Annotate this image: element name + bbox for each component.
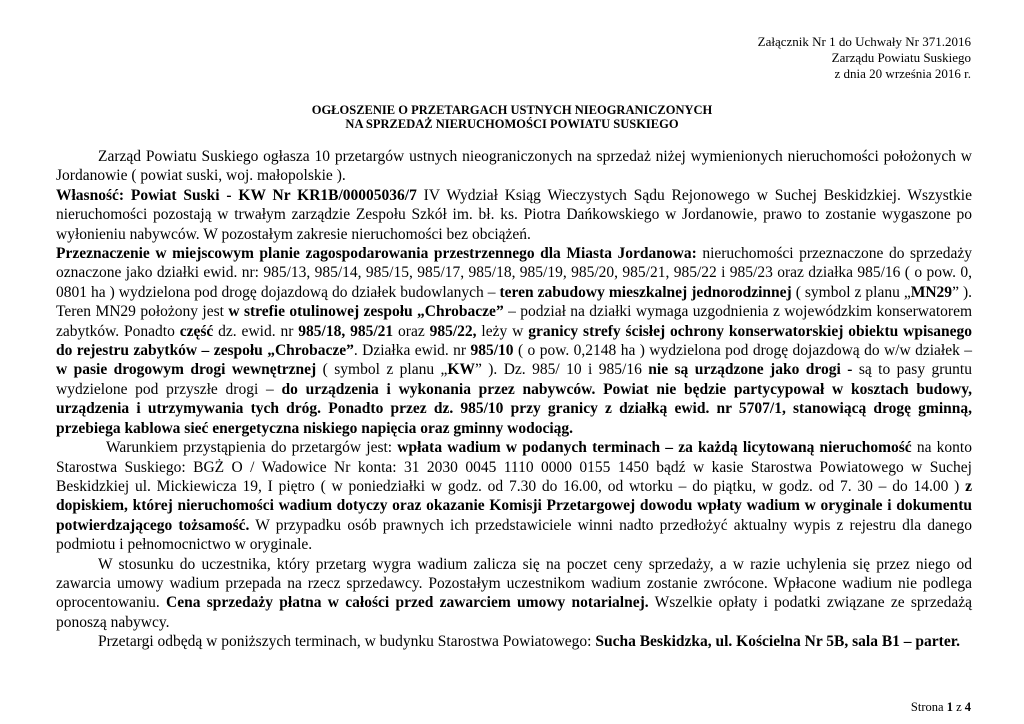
ownership-text: IV Wydział Ksiąg Wieczystych Sądu Rejonowego w Suchej Beskidzkiej. Wszystkie nieruchomości pozostają w trwałym zarządzie Zespołu Szkół im. bł. ks. Piotra Dańkowskiego w Jordanowie, prawo to zostanie wygaszone po wyłonieniu nabywców. W pozostałym zakresie nieruchomości bez obciążeń. [56, 186, 972, 243]
zoning-bold-8: 985/10 [470, 342, 514, 360]
zoning-bold-10: KW [447, 361, 475, 379]
header-resolution-line: Załącznik Nr 1 do Uchwały Nr 371.2016 [757, 34, 971, 49]
deposit-text-1: W stosunku do uczestnika, który przetarg wygra wadium zalicza się na poczet ceny sprzedaży, a w razie uchylenia się przez niego od zawarcia umowy wadium przepada na rzecz sprzedawcy. Pozostałym uczestnikom wadium zostanie zwrócone. Wpłacone wadium nie podlega oprocentowaniu. [56, 555, 972, 612]
conditions-text-2: na konto Starostwa Suskiego: BGŻ O / Wadowice Nr konta: 31 2030 0045 1110 0000 0155 1450 bądź w kasie Starostwa Powiatowego w Suchej Beskidzkiej ul. Mickiewicza 19, I piętro ( w poniedziałki w godz. od 7.30 do 16.00, od wtorku – do piątku, w godz. od 7. 30 – do 14.00 ) [56, 439, 972, 495]
zoning-bold-11: nie są urządzone jako drogi - [648, 361, 853, 379]
zoning-text-7: leży w [476, 322, 529, 340]
paragraph-ownership [56, 186, 972, 244]
zoning-text-1: nieruchomości przeznaczone do sprzedaży oznaczone jako działki ewid. nr: 985/13, 985/14, 985/15, 985/17, 985/18, 985/19, 985/20, 985/21, 985/22 i 985/23 oraz działka 985/16 ( o pow. 0, 0801 ha ) wydzielona pod drogę dojazdową do działek budowlanych – [56, 245, 972, 301]
attachment-header [758, 34, 971, 82]
paragraph-venue [56, 632, 972, 651]
page-number [911, 700, 971, 715]
title-line-2: NA SPRZEDAŻ NIERUCHOMOŚCI POWIATU SUSKIEGO [345, 117, 679, 131]
page-label: Strona [910, 700, 947, 714]
zoning-text-11: ” ). Dz. 985/ 10 i 985/16 [474, 361, 649, 379]
zoning-bold-6: 985/22, [429, 322, 477, 340]
zoning-text-12: są to pasy gruntu wydzielone pod przyszłe drogi – [56, 361, 972, 398]
zoning-text-8: . Działka ewid. nr [353, 342, 471, 360]
total-pages: 4 [964, 700, 971, 714]
header-board-line: Zarządu Powiatu Suskiego [831, 50, 971, 65]
title-line-1: OGŁOSZENIE O PRZETARGACH USTNYCH NIEOGRANICZONYCH [311, 103, 713, 117]
paragraph-deposit [56, 555, 972, 633]
current-page: 1 [946, 700, 953, 714]
zoning-bold-7: granicy strefy ścisłej ochrony konserwatorskiej obiektu wpisanego do rejestru zabytków – zespołu „Chrobacze” [56, 322, 973, 360]
venue-text: Przetargi odbędą w poniższych terminach, w budynku Starostwa Powiatowego: [98, 633, 596, 651]
zoning-bold-12: do urządzenia i wykonania przez nabywców. Powiat nie będzie partycypował w kosztach budowy, urządzenia i utrzymywania tych dróg. Ponadto przez dz. 985/10 przy granicy z działką ewid. nr 5707/1, stanowiącą drogę gminną, przebiega kablowa sieć energetyczna niskiego napięcia oraz gminny wodociąg. [56, 380, 972, 437]
paragraph-conditions [56, 438, 972, 554]
paragraph-zoning [56, 244, 972, 438]
conditions-bold-2: z dopiskiem, której nieruchomości wadium dotyczy oraz okazanie Komisji Przetargowej dowodu wpłaty wadium w oryginale i dokumentu potwierdzającego tożsamość. [56, 477, 972, 534]
deposit-bold-1: Cena sprzedaży płatna w całości przed zawarciem umowy notarialnej. [166, 594, 649, 612]
header-date-line: z dnia 20 września 2016 r. [834, 66, 971, 81]
zoning-text-9: ( o pow. 0,2148 ha ) wydzielona pod drogę dojazdową do w/w działek – [513, 342, 972, 360]
conditions-text-3: W przypadku osób prawnych ich przedstawiciele winni nadto przedłożyć aktualny wypis z rejestru dla danego podmiotu i pełnomocnictwo w oryginale. [56, 516, 973, 554]
zoning-bold-5: 985/18, 985/21 [298, 322, 394, 340]
zoning-bold-3: w strefie otulinowej zespołu „Chrobacze” [228, 303, 504, 321]
page-separator: z [952, 700, 965, 714]
zoning-text-4: – podział na działki wymaga uzgodnienia z wojewódzkim konserwatorem zabytków. Ponadto [56, 303, 973, 340]
document-body [56, 147, 972, 652]
zoning-text-2: ( symbol z planu „ [791, 283, 911, 301]
conditions-bold-1: wpłata wadium w podanych terminach – za każdą licytowaną nieruchomość [397, 439, 912, 457]
deposit-text-2: Wszelkie opłaty i podatki związane ze sprzedażą ponoszą nabywcy. [56, 594, 972, 631]
zoning-text-3: ” ). Teren MN29 położony jest [56, 283, 972, 321]
document-title [0, 103, 1024, 131]
zoning-heading: Przeznaczenie w miejscowym planie zagospodarowania przestrzennego dla Miasta Jordanowa: [56, 245, 697, 263]
zoning-text-5: dz. ewid. nr [213, 322, 299, 340]
ownership-label: Własność: Powiat Suski - KW Nr KR1B/00005036/7 [56, 186, 417, 204]
zoning-text-10: ( symbol z planu „ [316, 361, 448, 379]
conditions-text-1: Warunkiem przystąpienia do przetargów jest: [106, 439, 398, 457]
zoning-bold-2: MN29 [910, 283, 953, 301]
venue-address: Sucha Beskidzka, ul. Kościelna Nr 5B, sala B1 – parter. [595, 633, 961, 651]
zoning-bold-4: część [179, 322, 214, 340]
paragraph-intro: Zarząd Powiatu Suskiego ogłasza 10 przetargów ustnych nieograniczonych na sprzedaż niżej wymienionych nieruchomości położonych w Jordanowie ( powiat suski, woj. małopolskie ). [56, 148, 972, 185]
zoning-bold-9: w pasie drogowym drogi wewnętrznej [56, 361, 317, 379]
zoning-text-6: oraz [393, 322, 430, 340]
zoning-bold-1: teren zabudowy mieszkalnej jednorodzinnej [499, 283, 792, 301]
